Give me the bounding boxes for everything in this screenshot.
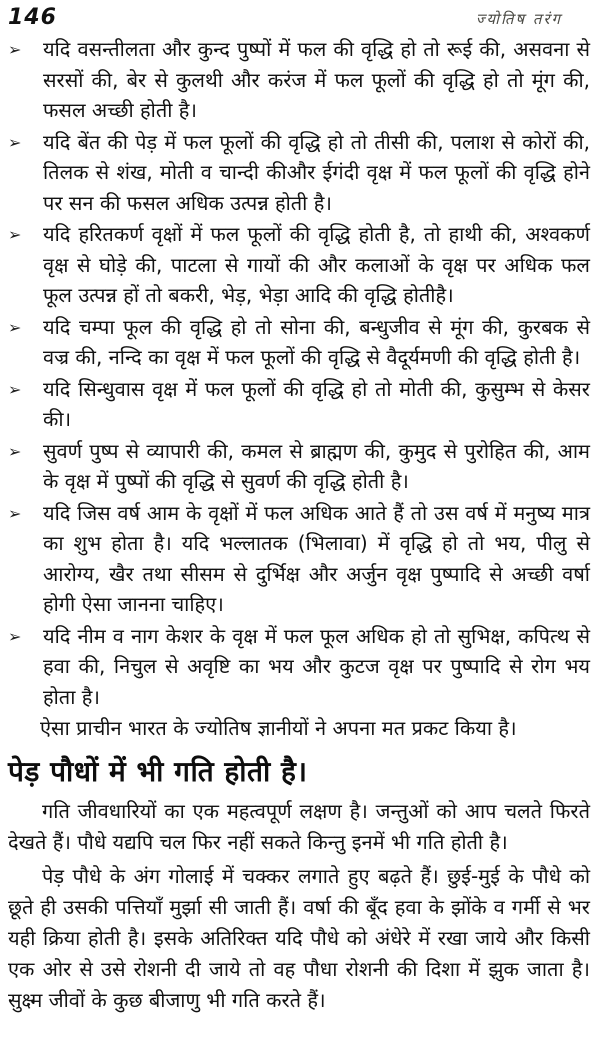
bullet-item: [8, 34, 590, 126]
bullet-item: [8, 621, 590, 713]
page-number: 146: [8, 5, 57, 30]
bullet-item: [8, 498, 590, 620]
book-title-running-head: ज्योतिष तरंग: [475, 10, 562, 28]
arrow-bullet-icon: ➢: [8, 132, 22, 152]
bullet-item: [8, 374, 590, 435]
body-paragraph: पेड़ पौधे के अंग गोलाई में चक्कर लगाते हुए बढ़ते हैं। छुई-मुई के पौधे को छूते ही उसकी पत्तियाँ मुर्झा सी जाती हैं। वर्षा की बूँद हवा के झोंके व गर्मी से भर यही क्रिया होती है। इसके अतिरिक्त यदि पौधे को अंधेरे में रखा जाये और किसी एक ओर से उसे रोशनी दी जाये तो वह पौधा रोशनी की दिशा में झुक जाता है। सुक्ष्म जीवों के कुछ बीजाणु भी गति करते हैं।: [8, 864, 590, 1012]
body-paragraph: गति जीवधारियों का एक महत्वपूर्ण लक्षण है। जन्तुओं को आप चलते फिरते देखते हैं। पौधे यद्यपि चल फिर नहीं सकते किन्तु इनमें भी गति होती है।: [8, 799, 590, 854]
arrow-bullet-icon: ➢: [8, 40, 22, 59]
arrow-bullet-icon: ➢: [8, 317, 22, 337]
bullet-text: सुवर्ण पुष्प से व्यापारी की, कमल से ब्राह्मण की, कुमुद से पुरोहित की, आम के वृक्ष में पुष्पों की वृद्धि से सुवर्ण की वृद्धि होती है।: [43, 438, 590, 493]
closing-paragraph: ऐसा प्राचीन भारत के ज्योतिष ज्ञानीयों ने अपना मत प्रकट किया है।: [40, 716, 517, 740]
bullet-text: यदि जिस वर्ष आम के वृक्षों में फल अधिक आते हैं तो उस वर्ष में मनुष्य मात्र का शुभ होता है। यदि भल्लातक (भिलावा) में वृद्धि हो तो भय, पीलु से आरोग्य, खैर तथा सीसम से दुर्भिक्ष और अर्जुन वृक्ष पुष्पादि से अच्छी वर्षा होगी ऐसा जानना चाहिए।: [43, 500, 590, 616]
page-header: [8, 5, 590, 30]
bullet-item: [8, 127, 590, 219]
bullet-text: यदि चम्पा फूल की वृद्धि हो तो सोना की, बन्धुजीव से मूंग की, कुरबक से वज्र की, नन्दि का वृक्ष में फल फूलों की वृद्धि से वैदूर्यमणी की वृद्धि होती है।: [43, 314, 590, 369]
bullet-item: [8, 436, 590, 497]
bullet-item: [8, 312, 590, 373]
bullet-text: यदि नीम व नाग केशर के वृक्ष में फल फूल अधिक हो तो सुभिक्ष, कपित्थ से हवा की, निचुल से अवृष्टि का भय और कुटज वृक्ष पर पुष्पादि से रोग भय होता है।: [43, 623, 590, 709]
bullet-text: यदि हरितकर्ण वृक्षों में फल फूलों की वृद्धि होती है, तो हाथी की, अश्वकर्ण वृक्ष से घोड़े की, पाटला से गायों की और कलाओं के वृक्ष पर अधिक फल फूल उत्पन्न हों तो बकरी, भेड़, भेड़ा आदि की वृद्धि होतीहै।: [43, 222, 590, 307]
arrow-bullet-icon: ➢: [8, 503, 22, 523]
bullet-list: [8, 34, 590, 712]
section-heading: पेड़ पौधों में भी गति होती है।: [8, 755, 308, 788]
bullet-text: यदि वसन्तीलता और कुन्द पुष्पों में फल की वृद्धि हो तो रूई की, असवना से सरसों की, बेर से कुलथी और करंज में फल फूलों की वृद्धि हो तो मूंग की, फसल अच्छी होती है।: [43, 37, 590, 122]
arrow-bullet-icon: ➢: [8, 626, 22, 646]
bullet-text: यदि बेंत की पेड़ में फल फूलों की वृद्धि हो तो तीसी की, पलाश से कोरों की, तिलक से शंख, मोती व चान्दी कीऔर ईगंदी वृक्ष में फल फूलों की वृद्धि होने पर सन की फसल अधिक उत्पन्न होती है।: [43, 129, 590, 215]
arrow-bullet-icon: ➢: [8, 225, 22, 244]
arrow-bullet-icon: ➢: [8, 379, 22, 399]
arrow-bullet-icon: ➢: [8, 441, 22, 461]
bullet-text: यदि सिन्धुवास वृक्ष में फल फूलों की वृद्धि हो तो मोती की, कुसुम्भ से केसर की।: [43, 376, 590, 431]
bullet-item: [8, 219, 590, 311]
